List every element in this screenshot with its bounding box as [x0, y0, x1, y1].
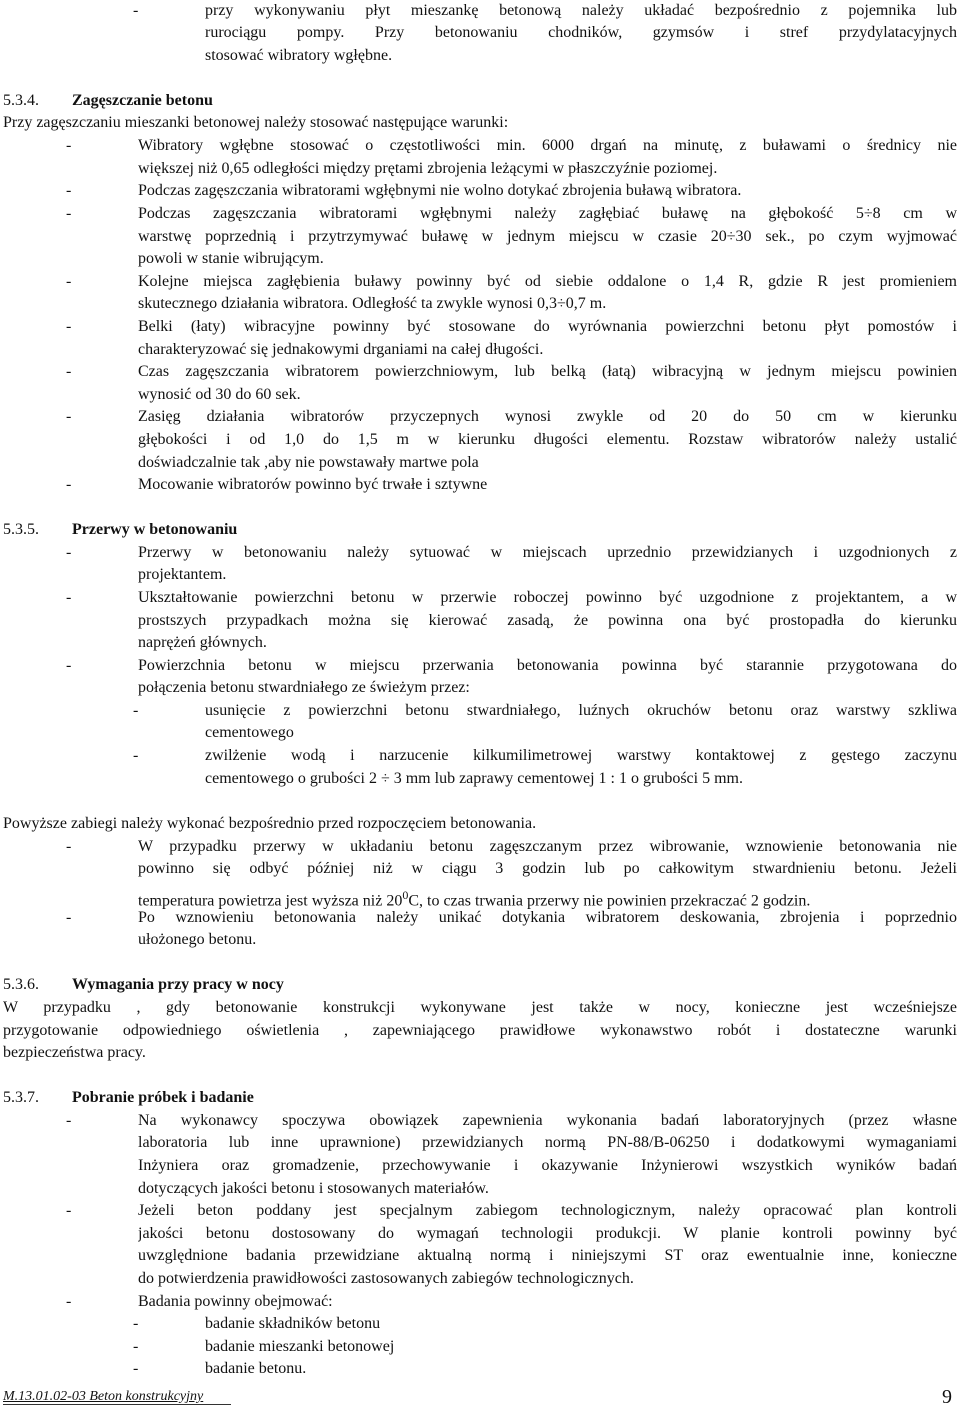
text-run: cementowego o grubości 2 ÷ 3 mm lub zaprawy cementowej 1 : 1 o grubości 5 mm. — [205, 770, 743, 787]
paragraph-text — [138, 836, 957, 859]
paragraph-text — [138, 929, 256, 952]
paragraph-text — [138, 632, 267, 655]
paragraph-text — [138, 452, 479, 475]
text-run: Powyższe zabiegi należy wykonać bezpośrednio przed rozpoczęciem betonowania. — [3, 815, 537, 832]
list-dash: - — [66, 137, 72, 154]
list-dash: - — [66, 1202, 72, 1219]
list-dash: - — [133, 747, 139, 764]
paragraph-text — [3, 813, 536, 836]
text-run: W przypadku przerwy w układaniu betonu zagęszczanym przez wibrowanie, wznowienie betonowania nie — [138, 838, 957, 855]
superscript-degree: 0 — [402, 888, 409, 902]
text-run: temperatura powietrza jest wyższa niż 20 — [138, 892, 403, 910]
text-run: cementowego — [205, 724, 294, 741]
paragraph-text — [138, 542, 957, 565]
section-heading — [72, 1087, 254, 1110]
list-dash: - — [66, 476, 72, 493]
text-run: powoli w stanie wibrującym. — [138, 250, 324, 267]
list-dash: - — [133, 2, 139, 19]
text-run: Kolejne miejsca zagłębienia buławy powinny być od siebie oddalone o 1,4 R, gdzie R jest promieniem — [138, 273, 957, 290]
text-run: do potwierdzenia prawidłowości zastosowanych zabiegów technologicznych. — [138, 1270, 634, 1287]
paragraph-text — [138, 429, 957, 452]
section-number: 5.3.5. — [3, 521, 39, 538]
text-run: Po wznowieniu betonowania należy unikać dotykania wibratorem deskowania, zbrojenia i poprzednio — [138, 909, 957, 926]
footer-rule — [3, 1404, 231, 1405]
list-dash: - — [66, 909, 72, 926]
section-heading — [72, 519, 237, 542]
text-run: badanie mieszanki betonowej — [205, 1338, 395, 1355]
text-run: przy wykonywaniu płyt mieszankę betonową należy układać bezpośrednio z pojemnika lub — [205, 2, 957, 19]
list-dash: - — [66, 273, 72, 290]
list-dash: - — [66, 1293, 72, 1310]
paragraph-text — [138, 1110, 957, 1133]
text-run: projektantem. — [138, 566, 227, 583]
text-run: warstwę poprzednią i przytrzymywać buławę w jednym miejscu w czasie 20÷30 sek., po czym wyjmować — [138, 228, 957, 245]
text-run: Przerwy w betonowaniu — [72, 521, 238, 538]
text-run: prostszych przypadkach można się kierować zasadą, że powinna ona być prostopadła do kierunku — [138, 612, 957, 629]
paragraph-text — [138, 361, 957, 384]
list-dash: - — [66, 544, 72, 561]
text-run: Zasięg działania wibratorów przyczepnych wynosi zwykle od 20 do 50 cm w kierunku — [138, 408, 957, 425]
paragraph-text — [205, 22, 957, 45]
paragraph-text — [138, 180, 741, 203]
text-run: Badania powinny obejmować: — [138, 1293, 333, 1310]
text-run: laboratoria lub inne uprawnione) przewidzianych normą PN-88/B-06250 i dodatkowymi wymaganiami — [138, 1134, 957, 1151]
paragraph-text — [205, 722, 294, 745]
text-run: Jeżeli beton poddany jest specjalnym zabiegom technologicznym, należy opracować plan kontroli — [138, 1202, 957, 1219]
text-run: Na wykonawcy spoczywa obowiązek zapewnienia wykonania badań laboratoryjnych (przez własne — [138, 1112, 957, 1129]
paragraph-text — [138, 1200, 957, 1223]
list-dash: - — [66, 363, 72, 380]
paragraph-text — [138, 1223, 957, 1246]
paragraph-text — [205, 768, 743, 791]
paragraph-text — [138, 384, 301, 407]
paragraph-text — [138, 248, 324, 271]
text-run: skutecznego działania wibratora. Odległość ta zwykle wynosi 0,3÷0,7 m. — [138, 295, 607, 312]
list-dash: - — [66, 205, 72, 222]
paragraph-text — [138, 907, 957, 930]
paragraph-text — [205, 700, 957, 723]
list-dash: - — [133, 1360, 139, 1377]
paragraph-text — [138, 1155, 957, 1178]
list-dash: - — [66, 318, 72, 335]
paragraph-text — [138, 1268, 634, 1291]
text-run: Pobranie próbek i badanie — [72, 1089, 254, 1106]
text-run: wynosić od 30 do 60 sek. — [138, 386, 301, 403]
text-run: Wymagania przy pracy w nocy — [72, 976, 284, 993]
section-heading — [72, 90, 213, 113]
text-run: Inżyniera oraz gromadzenie, przechowywanie i okazywanie Inżynierowi wszystkich wyników badań — [138, 1157, 957, 1174]
list-dash: - — [66, 182, 72, 199]
text-run: badanie betonu. — [205, 1360, 307, 1377]
text-run: większej niż 0,65 odległości między prętami zbrojenia leżącymi w płaszczyźnie poziomej. — [138, 160, 718, 177]
list-dash: - — [66, 657, 72, 674]
text-run: Powierzchnia betonu w miejscu przerwania betonowania powinna być starannie przygotowana do — [138, 657, 957, 674]
paragraph-text — [138, 406, 957, 429]
paragraph-text — [138, 293, 606, 316]
paragraph-text — [138, 587, 957, 610]
text-run: przygotowanie odpowiedniego oświetlenia , zapewniającego prawidłowe wykonawstwo robót i dostateczne warunki — [3, 1022, 957, 1039]
paragraph-text — [3, 1042, 146, 1065]
paragraph-text — [205, 1313, 380, 1336]
text-run: dotyczących jakości betonu i stosowanych materiałów. — [138, 1180, 489, 1197]
text-run: zwilżenie wodą i narzucenie kilkumilimetrowej warstwy kontaktowej z gęstego zaczynu — [205, 747, 957, 764]
paragraph-text — [138, 339, 543, 362]
text-run: połączenia betonu stwardniałego ze świeżym przez: — [138, 679, 470, 696]
text-run: Ukształtowanie powierzchni betonu w przerwie roboczej powinno być uzgodnione z projektantem, a w — [138, 589, 957, 606]
list-dash: - — [133, 1315, 139, 1332]
paragraph-text — [205, 1358, 306, 1381]
text-run: Zagęszczanie betonu — [72, 92, 213, 109]
paragraph-text — [138, 474, 487, 497]
text-run: ułożonego betonu. — [138, 931, 257, 948]
list-dash: - — [66, 1112, 72, 1129]
paragraph-text — [138, 203, 957, 226]
text-run: Belki (łaty) wibracyjne powinny być stosowane do wyrównania powierzchni betonu płyt pomostów i — [138, 318, 957, 335]
paragraph-text — [138, 858, 957, 881]
paragraph-text — [205, 745, 957, 768]
text-run: stosować wibratory wgłębne. — [205, 47, 393, 64]
section-heading — [72, 974, 284, 997]
paragraph-text — [138, 1178, 489, 1201]
list-dash: - — [133, 1338, 139, 1355]
list-dash: - — [66, 408, 72, 425]
list-dash: - — [66, 589, 72, 606]
list-dash: - — [133, 702, 139, 719]
text-run: głębokości i od 1,0 do 1,5 m w kierunku długości elementu. Rozstaw wibratorów należy ustalić — [138, 431, 957, 448]
text-run: uwzględnione badania przewidziane aktualną normą i niniejszymi ST oraz ewentualnie inne, konieczne — [138, 1247, 957, 1264]
text-run: jakości betonu dostosowany do wymagań technologii produkcji. W planie kontroli powinny być — [138, 1225, 957, 1242]
paragraph-text — [205, 45, 392, 68]
text-run: bezpieczeństwa pracy. — [3, 1044, 146, 1061]
paragraph-text — [138, 271, 957, 294]
paragraph-text — [3, 112, 508, 135]
text-run: Przerwy w betonowaniu należy sytuować w miejscach uprzednio przewidzianych i uzgodnionych z — [138, 544, 957, 561]
text-run: Podczas zagęszczania wibratorami wgłębnymi należy zagłębiać buławę na głębokość 5÷8 cm w — [138, 205, 957, 222]
text-run: Mocowanie wibratorów powinno być trwałe i sztywne — [138, 476, 488, 493]
text-run: Podczas zagęszczania wibratorami wgłębnymi nie wolno dotykać zbrojenia buławą wibratora. — [138, 182, 742, 199]
text-run: powinno się odbyć później niż w ciągu 3 godzin lub po całkowitym stwardnieniu betonu. Jeżeli — [138, 860, 957, 877]
text-run: badanie składników betonu — [205, 1315, 381, 1332]
paragraph-text — [138, 1291, 333, 1314]
text-run: Czas zagęszczania wibratorem powierzchniowym, lub belką (łatą) wibracyjną w jednym miejscu powinien — [138, 363, 957, 380]
section-number: 5.3.6. — [3, 976, 39, 993]
text-run: Wibratory wgłębne stosować o częstotliwości min. 6000 drgań na minutę, z buławami o średnicy nie — [138, 137, 957, 154]
paragraph-text — [138, 655, 957, 678]
paragraph-text — [138, 158, 717, 181]
text-run: rurociągu pompy. Przy betonowaniu chodników, gzymsów i stref przydylatacyjnych — [205, 24, 957, 41]
paragraph-text — [138, 226, 957, 249]
paragraph-text — [138, 677, 470, 700]
text-run: charakteryzować się jednakowymi drganiami na całej długości. — [138, 341, 544, 358]
text-run: W przypadku , gdy betonowanie konstrukcji wykonywane jest także w nocy, konieczne jest wcześniejsze — [3, 999, 957, 1016]
paragraph-text — [205, 0, 957, 23]
section-number: 5.3.4. — [3, 92, 39, 109]
paragraph-text — [138, 135, 957, 158]
paragraph-text — [138, 610, 957, 633]
paragraph-text — [3, 997, 957, 1020]
text-run: C, to czas trwania przerwy nie powinien przekraczać 2 godzin. — [408, 892, 811, 910]
paragraph-text — [3, 1020, 957, 1043]
text-run: doświadczalnie tak ,aby nie powstawały martwe pola — [138, 454, 479, 471]
section-number: 5.3.7. — [3, 1089, 39, 1106]
text-run: usunięcie z powierzchni betonu stwardniałego, luźnych okruchów betonu oraz warstwy szkliwa — [205, 702, 957, 719]
paragraph-text — [138, 1132, 957, 1155]
list-dash: - — [66, 838, 72, 855]
text-run: Przy zagęszczaniu mieszanki betonowej należy stosować następujące warunki: — [3, 114, 509, 131]
paragraph-text — [138, 564, 226, 587]
paragraph-text — [138, 316, 957, 339]
paragraph-text — [205, 1336, 394, 1359]
page-number: 9 — [942, 1386, 952, 1408]
footer-document-code: M.13.01.02-03 Beton konstrukcyjny — [3, 1389, 204, 1404]
text-run: naprężeń głównych. — [138, 634, 267, 651]
paragraph-text — [138, 1245, 957, 1268]
